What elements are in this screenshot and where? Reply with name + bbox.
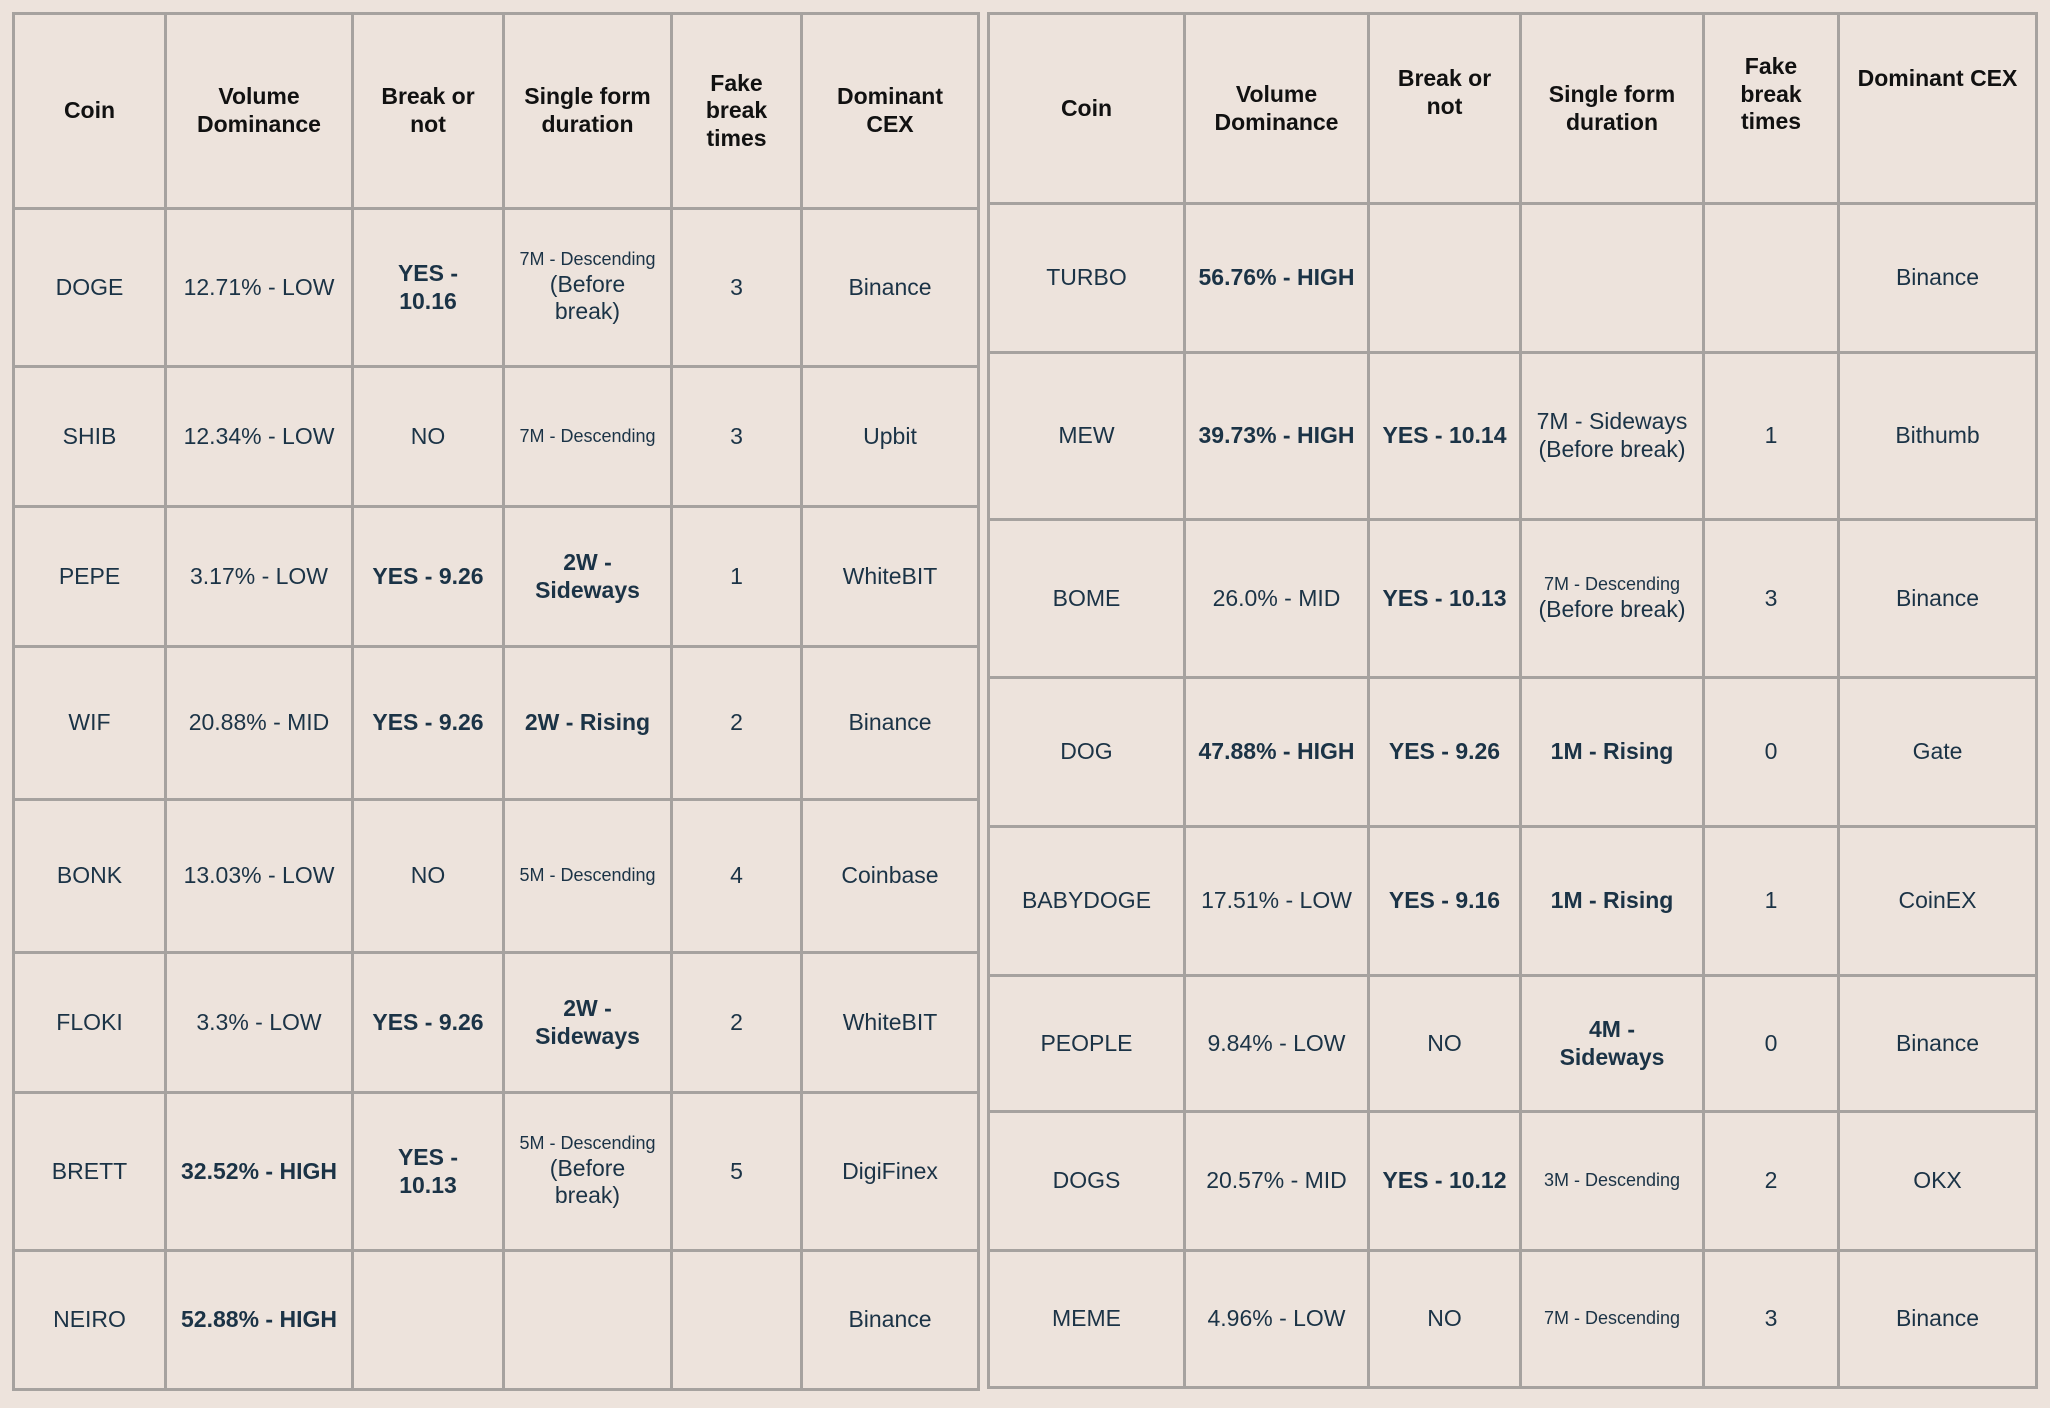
duration-note: (Before break) [549, 270, 626, 325]
table-row [989, 976, 2037, 1112]
volume-cell: 47.88% - HIGH [1185, 678, 1369, 827]
coin-cell: SHIB [14, 367, 166, 507]
volume-cell: 12.34% - LOW [166, 367, 353, 507]
header-break-or-not: Break or not [1369, 14, 1521, 204]
break-cell: NO [353, 367, 504, 507]
fake-break-cell: 0 [1704, 976, 1839, 1112]
cex-cell: WhiteBIT [802, 507, 979, 647]
table-row [989, 520, 2037, 678]
coin-cell: MEME [989, 1251, 1185, 1388]
table-row [14, 367, 979, 507]
coin-cell: WIF [14, 647, 166, 800]
coin-cell: PEOPLE [989, 976, 1185, 1112]
fake-break-cell [672, 1251, 802, 1390]
volume-cell: 4.96% - LOW [1185, 1251, 1369, 1388]
fake-break-cell: 2 [1704, 1112, 1839, 1251]
coin-cell: MEW [989, 353, 1185, 520]
break-cell: YES - 10.13 [353, 1093, 504, 1251]
volume-cell: 20.88% - MID [166, 647, 353, 800]
fake-break-cell: 1 [672, 507, 802, 647]
right-table-header-row [989, 14, 2037, 204]
cex-cell: Binance [1839, 1251, 2037, 1388]
break-cell: YES - 9.26 [353, 647, 504, 800]
fake-break-cell: 3 [672, 209, 802, 367]
cex-cell: Binance [1839, 520, 2037, 678]
table-row [989, 204, 2037, 353]
duration-cell: 4M - Sideways [1521, 976, 1704, 1112]
volume-cell: 3.17% - LOW [166, 507, 353, 647]
coin-cell: DOGS [989, 1112, 1185, 1251]
volume-cell: 9.84% - LOW [1185, 976, 1369, 1112]
duration-main: 5M - Descending [519, 1133, 656, 1154]
cex-cell: Binance [802, 1251, 979, 1390]
break-cell: YES - 10.16 [353, 209, 504, 367]
coin-cell: BONK [14, 800, 166, 953]
fake-break-cell: 3 [1704, 520, 1839, 678]
header-volume-dominance: Volume Dominance [1185, 14, 1369, 204]
volume-cell: 13.03% - LOW [166, 800, 353, 953]
coin-cell: NEIRO [14, 1251, 166, 1390]
break-cell: YES - 9.26 [1369, 678, 1521, 827]
coin-cell: BRETT [14, 1093, 166, 1251]
duration-main: 7M - Descending [519, 249, 656, 270]
break-cell: YES - 9.26 [353, 507, 504, 647]
header-break-or-not: Break or not [353, 14, 504, 209]
duration-cell: 1M - Rising [1521, 678, 1704, 827]
cex-cell: Binance [802, 209, 979, 367]
coin-cell: DOGE [14, 209, 166, 367]
table-row [14, 209, 979, 367]
cex-cell: WhiteBIT [802, 953, 979, 1093]
header-coin: Coin [14, 14, 166, 209]
break-cell: YES - 10.13 [1369, 520, 1521, 678]
duration-cell [1521, 520, 1704, 678]
table-row [14, 647, 979, 800]
duration-cell: 2W - Sideways [504, 953, 672, 1093]
duration-cell [1521, 353, 1704, 520]
cex-cell: Bithumb [1839, 353, 2037, 520]
break-cell: YES - 10.14 [1369, 353, 1521, 520]
duration-note: (Before break) [1538, 436, 1686, 462]
duration-note: (Before break) [1538, 595, 1686, 622]
fake-break-cell: 3 [1704, 1251, 1839, 1388]
volume-cell: 3.3% - LOW [166, 953, 353, 1093]
fake-break-cell [1704, 204, 1839, 353]
break-cell: NO [1369, 1251, 1521, 1388]
table-row [14, 800, 979, 953]
duration-cell: 7M - Descending [1521, 1251, 1704, 1388]
header-fake-break-times: Fake break times [1704, 14, 1839, 204]
fake-break-cell: 1 [1704, 827, 1839, 976]
cex-cell: Gate [1839, 678, 2037, 827]
duration-cell: 2W - Rising [504, 647, 672, 800]
duration-cell [504, 1093, 672, 1251]
table-row [14, 1093, 979, 1251]
header-single-form-duration: Single form duration [1521, 14, 1704, 204]
coin-cell: FLOKI [14, 953, 166, 1093]
fake-break-cell: 2 [672, 647, 802, 800]
table-row [989, 353, 2037, 520]
break-cell: YES - 9.26 [353, 953, 504, 1093]
header-dominant-cex: Dominant CEX [802, 14, 979, 209]
duration-cell: 2W - Sideways [504, 507, 672, 647]
volume-cell: 39.73% - HIGH [1185, 353, 1369, 520]
table-row [989, 827, 2037, 976]
duration-cell [1521, 204, 1704, 353]
header-dominant-cex: Dominant CEX [1839, 14, 2037, 204]
break-cell: YES - 10.12 [1369, 1112, 1521, 1251]
fake-break-cell: 2 [672, 953, 802, 1093]
duration-cell: 3M - Descending [1521, 1112, 1704, 1251]
cex-cell: CoinEX [1839, 827, 2037, 976]
table-row [989, 678, 2037, 827]
cex-cell: DigiFinex [802, 1093, 979, 1251]
duration-main: 7M - Descending [1543, 573, 1681, 594]
table-row [989, 1251, 2037, 1388]
duration-cell [504, 1251, 672, 1390]
volume-cell: 52.88% - HIGH [166, 1251, 353, 1390]
table-row [14, 507, 979, 647]
volume-cell: 12.71% - LOW [166, 209, 353, 367]
cex-cell: Binance [1839, 204, 2037, 353]
header-fake-break-times: Fake break times [672, 14, 802, 209]
break-cell: NO [1369, 976, 1521, 1112]
table-row [14, 1251, 979, 1390]
volume-cell: 20.57% - MID [1185, 1112, 1369, 1251]
coin-cell: TURBO [989, 204, 1185, 353]
header-coin: Coin [989, 14, 1185, 204]
break-cell: YES - 9.16 [1369, 827, 1521, 976]
duration-cell: 1M - Rising [1521, 827, 1704, 976]
fake-break-cell: 1 [1704, 353, 1839, 520]
right-data-table [987, 12, 2038, 1389]
cex-cell: OKX [1839, 1112, 2037, 1251]
volume-cell: 56.76% - HIGH [1185, 204, 1369, 353]
fake-break-cell: 3 [672, 367, 802, 507]
fake-break-cell: 0 [1704, 678, 1839, 827]
duration-cell [504, 209, 672, 367]
table-row [989, 1112, 2037, 1251]
left-data-table [12, 12, 980, 1391]
coin-cell: DOG [989, 678, 1185, 827]
header-single-form-duration: Single form duration [504, 14, 672, 209]
coin-cell: BOME [989, 520, 1185, 678]
duration-note: (Before break) [549, 1154, 626, 1209]
duration-cell: 7M - Descending [504, 367, 672, 507]
break-cell [353, 1251, 504, 1390]
header-volume-dominance: Volume Dominance [166, 14, 353, 209]
fake-break-cell: 4 [672, 800, 802, 953]
coin-cell: PEPE [14, 507, 166, 647]
cex-cell: Binance [1839, 976, 2037, 1112]
volume-cell: 17.51% - LOW [1185, 827, 1369, 976]
duration-main: 7M - Sideways [1536, 408, 1688, 435]
volume-cell: 32.52% - HIGH [166, 1093, 353, 1251]
volume-cell: 26.0% - MID [1185, 520, 1369, 678]
table-row [14, 953, 979, 1093]
fake-break-cell: 5 [672, 1093, 802, 1251]
break-cell [1369, 204, 1521, 353]
cex-cell: Binance [802, 647, 979, 800]
break-cell: NO [353, 800, 504, 953]
cex-cell: Coinbase [802, 800, 979, 953]
left-table-header-row [14, 14, 979, 209]
coin-cell: BABYDOGE [989, 827, 1185, 976]
cex-cell: Upbit [802, 367, 979, 507]
duration-cell: 5M - Descending [504, 800, 672, 953]
